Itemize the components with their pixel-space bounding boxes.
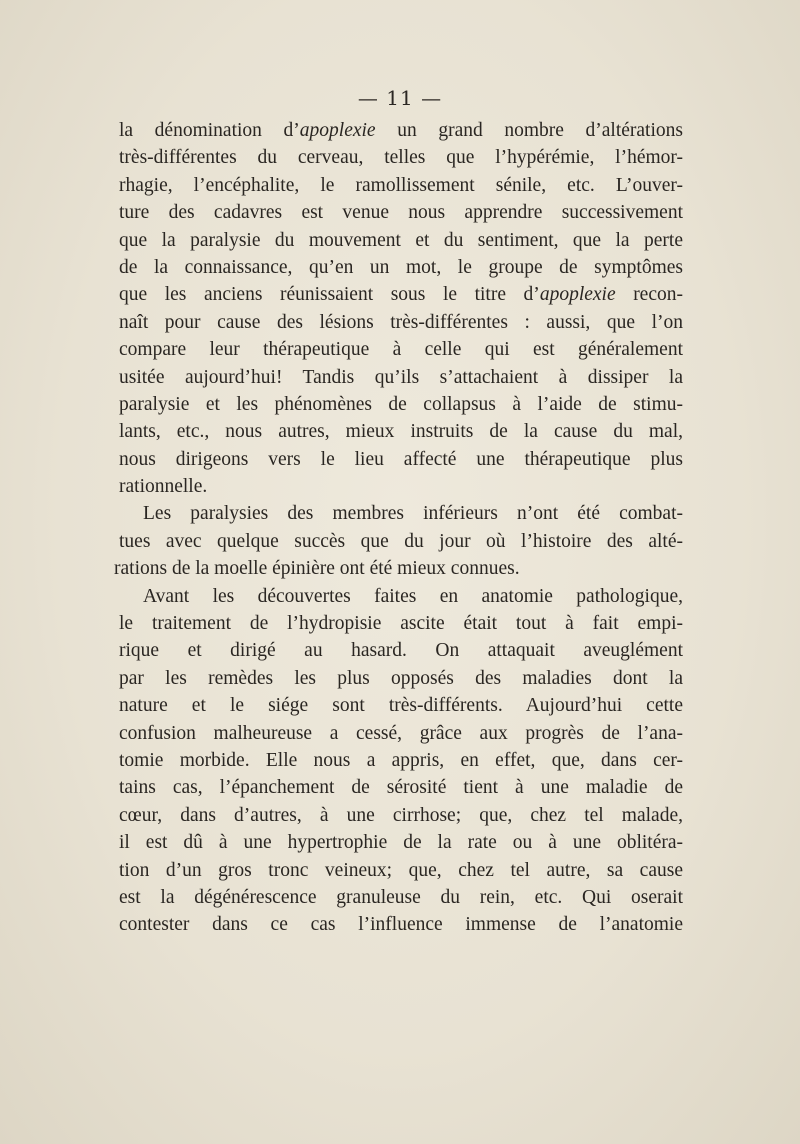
text-line: nous dirigeons vers le lieu affecté une thérapeutique plus <box>119 448 683 470</box>
text-line: tues avec quelque succès que du jour où l’histoire des alté- <box>119 530 683 552</box>
text-line: ture des cadavres est venue nous apprendre successivement <box>119 202 683 224</box>
text-line: Avant les découvertes faites en anatomie pathologique, <box>143 585 683 607</box>
text-line: est la dégénérescence granuleuse du rein, etc. Qui oserait <box>119 886 683 908</box>
text-line: rationnelle. <box>119 476 208 498</box>
text-line: le traitement de l’hydropisie ascite était tout à fait empi- <box>119 613 683 635</box>
text-line: par les remèdes les plus opposés des maladies dont la <box>119 667 683 689</box>
text-line: rique et dirigé au hasard. On attaquait aveuglément <box>119 640 683 662</box>
text-line: contester dans ce cas l’influence immense de l’anatomie <box>119 914 683 936</box>
text-line: tion d’un gros tronc veineux; que, chez tel autre, sa cause <box>119 859 683 881</box>
page-number: — 11 — <box>357 86 443 110</box>
text-line: rations de la moelle épinière ont été mieux connues. <box>114 558 520 580</box>
italic-term: apoplexie <box>299 120 376 141</box>
text-line: naît pour cause des lésions très-différentes : aussi, que l’on <box>119 311 683 333</box>
body-text <box>114 117 683 939</box>
text-line: paralysie et les phénomènes de collapsus à l’aide de stimu- <box>119 393 683 415</box>
text-line: tomie morbide. Elle nous a appris, en effet, que, dans cer- <box>119 749 683 771</box>
text-line: rhagie, l’encéphalite, le ramollissement sénile, etc. L’ouver- <box>119 174 683 196</box>
text-line: cœur, dans d’autres, à une cirrhose; que, chez tel malade, <box>119 804 683 826</box>
text-line: compare leur thérapeutique à celle qui est généralement <box>119 339 683 361</box>
text-line: très-différentes du cerveau, telles que l’hypérémie, l’hémor- <box>119 147 683 169</box>
text-line: que la paralysie du mouvement et du sentiment, que la perte <box>119 229 683 251</box>
text-line: confusion malheureuse a cessé, grâce aux progrès de l’ana- <box>119 722 683 744</box>
text-line: que les anciens réunissaient sous le titre d’apoplexie recon- <box>119 284 683 306</box>
text-line: la dénomination d’apoplexie un grand nombre d’altérations <box>119 120 683 141</box>
text-line: nature et le siége sont très-différents. Aujourd’hui cette <box>119 695 683 717</box>
text-line: de la connaissance, qu’en un mot, le groupe de symptômes <box>119 256 683 278</box>
text-line: tains cas, l’épanchement de sérosité tient à une maladie de <box>119 777 683 799</box>
italic-term: apoplexie <box>539 284 616 306</box>
text-line: lants, etc., nous autres, mieux instruits de la cause du mal, <box>119 421 683 443</box>
text-line: il est dû à une hypertrophie de la rate ou à une oblitéra- <box>119 832 683 854</box>
text-line: usitée aujourd’hui! Tandis qu’ils s’attachaient à dissiper la <box>119 366 683 388</box>
text-line: Les paralysies des membres inférieurs n’ont été combat- <box>143 503 683 525</box>
